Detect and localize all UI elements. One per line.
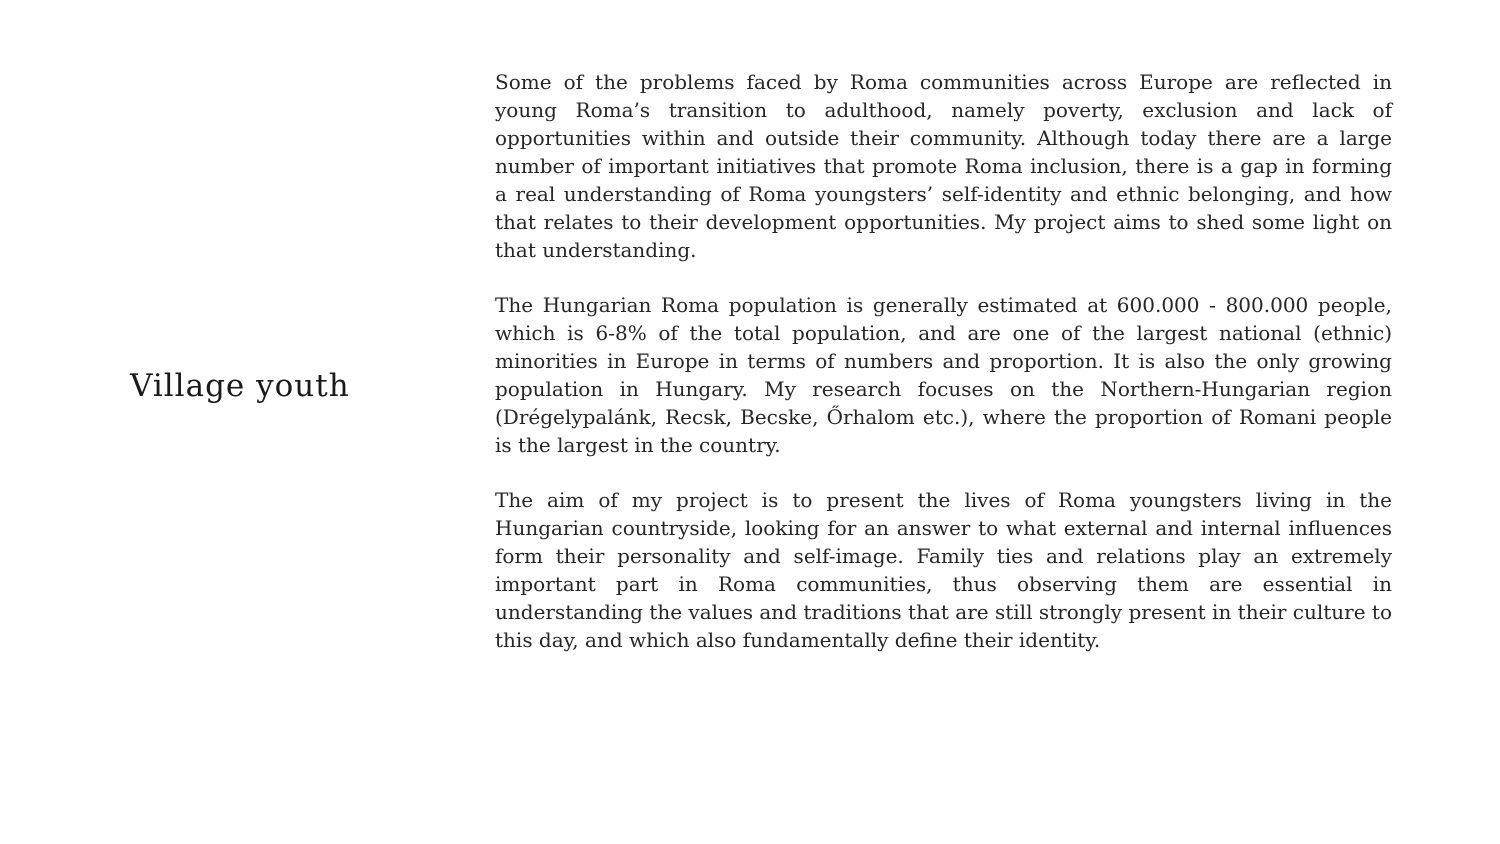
paragraph-roma-problems: Some of the problems faced by Roma communities across Europe are reflected in young Roma’s transition to adulthood, namely poverty, exclusion and lack of opportunities within and outside their community. Although today there are a large number of important initiatives that promote Roma inclusion, there is a gap in forming a real understanding of Roma youngsters’ self-identity and ethnic belonging, and how that relates to their development opportunities. My project aims to shed some light on that understanding. <box>495 70 1392 262</box>
paragraph-project-aim: The aim of my project is to present the lives of Roma youngsters living in the Hungarian countryside, looking for an answer to what external and internal influences form their personality and self-image. Family ties and relations play an extremely important part in Roma communities, thus observing them are essential in understanding the values and traditions that are still strongly present in their culture to this day, and which also fundamentally define their identity. <box>495 488 1392 652</box>
paragraph-hungarian-population: The Hungarian Roma population is generally estimated at 600.000 - 800.000 people, which is 6-8% of the total population, and are one of the largest national (ethnic) minorities in Europe in terms of numbers and proportion. It is also the only growing population in Hungary. My research focuses on the Northern-Hungarian region (Drégelypalánk, Recsk, Becske, Őrhalom etc.), where the proportion of Romani people is the largest in the country. <box>495 293 1392 457</box>
slide-title: Village youth <box>130 368 350 404</box>
body-text <box>495 68 1392 681</box>
